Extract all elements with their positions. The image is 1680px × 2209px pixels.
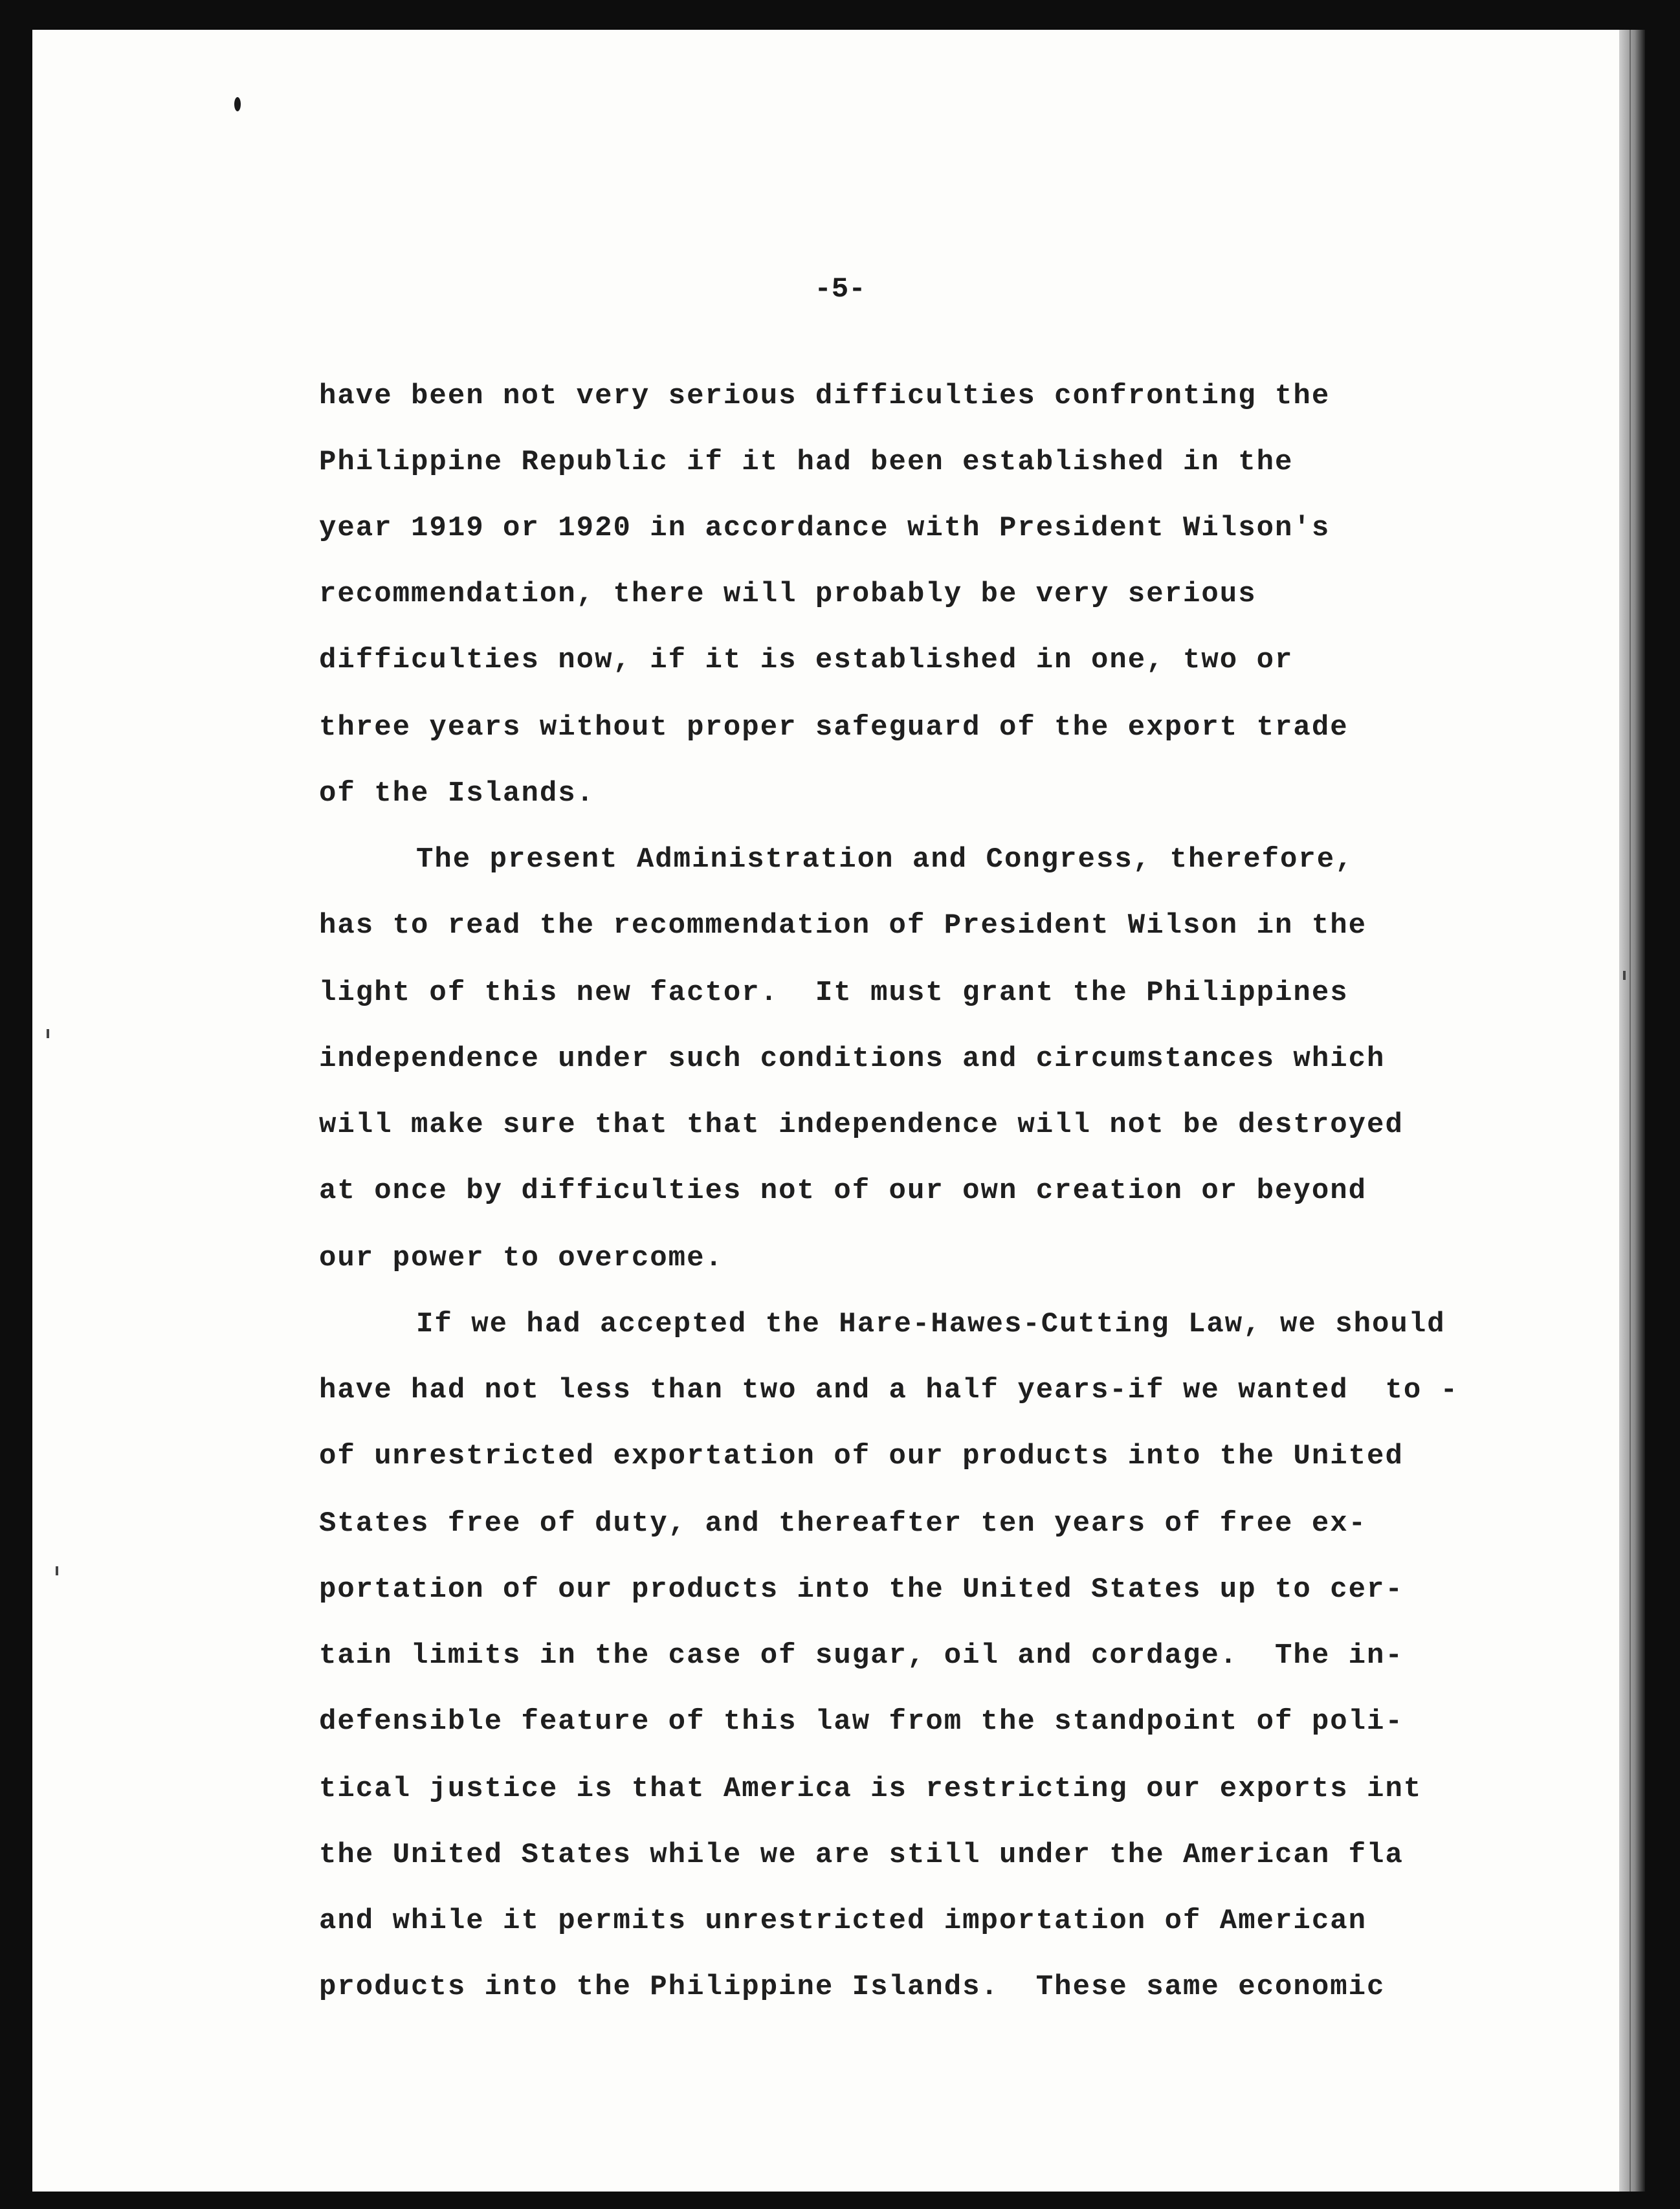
text-line: products into the Philippine Islands. These same economic [319,1971,1386,2003]
text-line: our power to overcome. [319,1242,724,1274]
text-line: of unrestricted exportation of our products into the United [319,1440,1404,1472]
text-line: difficulties now, if it is established in one, two or [319,644,1294,676]
page-number: -5- [814,273,866,305]
text-line: independence under such conditions and circumstances which [319,1043,1386,1075]
page-edge-shadow [1619,30,1645,2192]
text-line: of the Islands. [319,777,595,810]
text-line: portation of our products into the United States up to cer- [319,1573,1404,1606]
text-line: The present Administration and Congress, therefore, [416,843,1354,876]
ink-speck [234,97,241,111]
text-line: and while it permits unrestricted importation of American [319,1905,1367,1937]
text-line: light of this new factor. It must grant the Philippines [319,977,1349,1009]
text-line: recommendation, there will probably be very serious [319,578,1257,610]
margin-mark [56,1566,58,1575]
text-line: year 1919 or 1920 in accordance with President Wilson's [319,512,1331,544]
text-line: has to read the recommendation of President Wilson in the [319,909,1367,942]
page-edge-rule [1630,30,1631,2192]
margin-mark [1623,971,1626,980]
text-line: tain limits in the case of sugar, oil and cordage. The in- [319,1639,1404,1672]
margin-mark [47,1029,49,1038]
text-line: at once by difficulties not of our own creation or beyond [319,1175,1367,1207]
text-line: tical justice is that America is restricting our exports int [319,1773,1422,1805]
text-line: defensible feature of this law from the standpoint of poli- [319,1705,1404,1738]
text-line: the United States while we are still under the American fla [319,1839,1404,1871]
text-line: have been not very serious difficulties confronting the [319,380,1331,412]
text-line: If we had accepted the Hare-Hawes-Cutting Law, we should [416,1308,1446,1340]
text-line: have had not less than two and a half years-if we wanted to - [319,1374,1459,1406]
text-line: Philippine Republic if it had been established in the [319,446,1294,478]
text-line: States free of duty, and thereafter ten years of free ex- [319,1507,1367,1540]
text-line: three years without proper safeguard of the export trade [319,711,1349,744]
text-line: will make sure that that independence will not be destroyed [319,1109,1404,1141]
